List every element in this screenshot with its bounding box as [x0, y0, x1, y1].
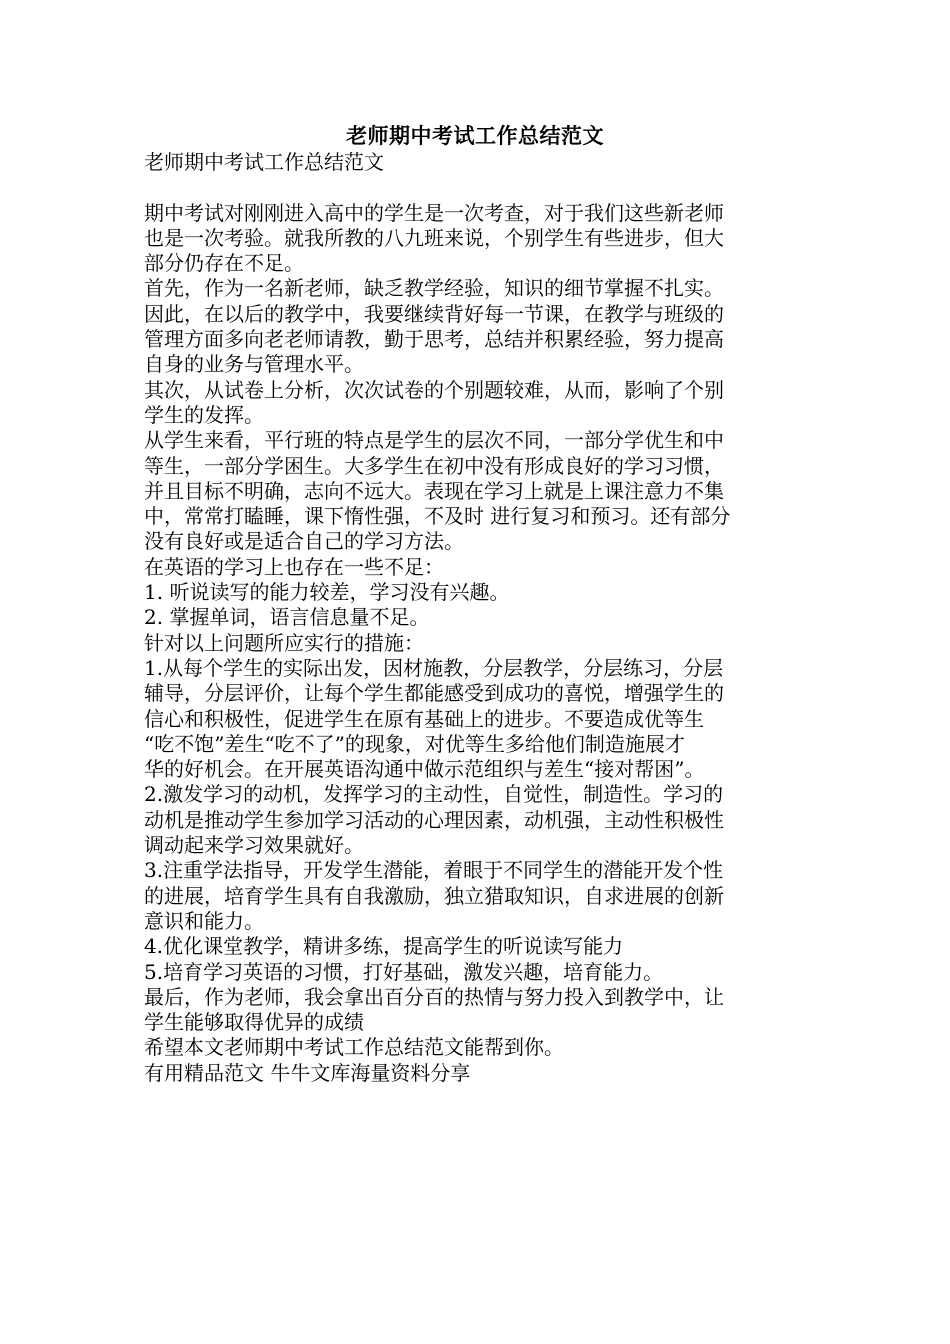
- text-line: 因此，在以后的教学中，我要继续背好每一节课，在教学与班级的: [144, 301, 724, 326]
- text-line: 从学生来看，平行班的特点是学生的层次不同，一部分学优生和中: [144, 428, 724, 453]
- text-line: 也是一次考验。就我所教的八九班来说，个别学生有些进步，但大: [144, 225, 724, 250]
- text-line: “吃不饱”差生“吃不了”的现象，对优等生多给他们制造施展才: [144, 731, 685, 756]
- text-line: 动机是推动学生参加学习活动的心理因素，动机强，主动性积极性: [144, 807, 724, 832]
- text-line: 首先，作为一名新老师，缺乏教学经验，知识的细节掌握不扎实。: [144, 276, 724, 301]
- text-line: 自身的业务与管理水平。: [144, 352, 364, 377]
- text-line: 信心和积极性，促进学生在原有基础上的进步。不要造成优等生: [144, 706, 704, 731]
- text-line: 的进展，培育学生具有自我激励，独立猎取知识，自求进展的创新: [144, 883, 724, 908]
- text-line: 期中考试对刚刚进入高中的学生是一次考查，对于我们这些新老师: [144, 200, 724, 225]
- text-line: 中，常常打瞌睡，课下惰性强，不及时 进行复习和预习。还有部分: [144, 504, 731, 529]
- text-line: 部分仍存在不足。: [144, 251, 304, 276]
- text-line: 意识和能力。: [144, 908, 264, 933]
- text-line: 最后，作为老师，我会拿出百分百的热情与努力投入到教学中，让: [144, 984, 724, 1009]
- text-line: 管理方面多向老老师请教，勤于思考，总结并积累经验，努力提高: [144, 327, 724, 352]
- text-line: 1. 听说读写的能力较差，学习没有兴趣。: [144, 580, 510, 605]
- text-line: 没有良好或是适合自己的学习方法。: [144, 529, 464, 554]
- text-line: 辅导，分层评价，让每个学生都能感受到成功的喜悦，增强学生的: [144, 681, 724, 706]
- text-line: 2. 掌握单词，语言信息量不足。: [144, 605, 430, 630]
- blank-line: [144, 175, 806, 200]
- text-line: 学生能够取得优异的成绩: [144, 1010, 364, 1035]
- text-line: 2.激发学习的动机，发挥学习的主动性，自觉性，制造性。学习的: [144, 782, 724, 807]
- text-line: 针对以上问题所应实行的措施：: [144, 630, 424, 655]
- text-line: 等生，一部分学困生。大多学生在初中没有形成良好的学习习惯，: [144, 453, 724, 478]
- document-title: 老师期中考试工作总结范文: [346, 123, 604, 148]
- text-line: 有用精品范文 牛牛文库海量资料分享: [144, 1060, 471, 1085]
- text-line: 老师期中考试工作总结范文: [144, 150, 384, 174]
- text-line: 调动起来学习效果就好。: [144, 833, 364, 858]
- document-page: [144, 121, 806, 1086]
- text-line: 并且目标不明确，志向不远大。表现在学习上就是上课注意力不集: [144, 478, 724, 503]
- text-line: 5.培育学习英语的习惯，打好基础，激发兴趣，培育能力。: [144, 959, 664, 984]
- text-line: 1.从每个学生的实际出发，因材施教，分层教学，分层练习，分层: [144, 655, 724, 680]
- text-line: 3.注重学法指导，开发学生潜能，着眼于不同学生的潜能开发个性: [144, 858, 724, 883]
- text-line: 4.优化课堂教学，精讲多练，提高学生的听说读写能力: [144, 934, 624, 959]
- text-line: 希望本文老师期中考试工作总结范文能帮到你。: [144, 1035, 564, 1060]
- document-body: [144, 150, 806, 1086]
- text-line: 学生的发挥。: [144, 402, 264, 427]
- text-line: 在英语的学习上也存在一些不足：: [144, 554, 444, 579]
- text-line: 华的好机会。在开展英语沟通中做示范组织与差生“接对帮困”。: [144, 757, 705, 782]
- text-line: 其次，从试卷上分析，次次试卷的个别题较难，从而，影响了个别: [144, 377, 724, 402]
